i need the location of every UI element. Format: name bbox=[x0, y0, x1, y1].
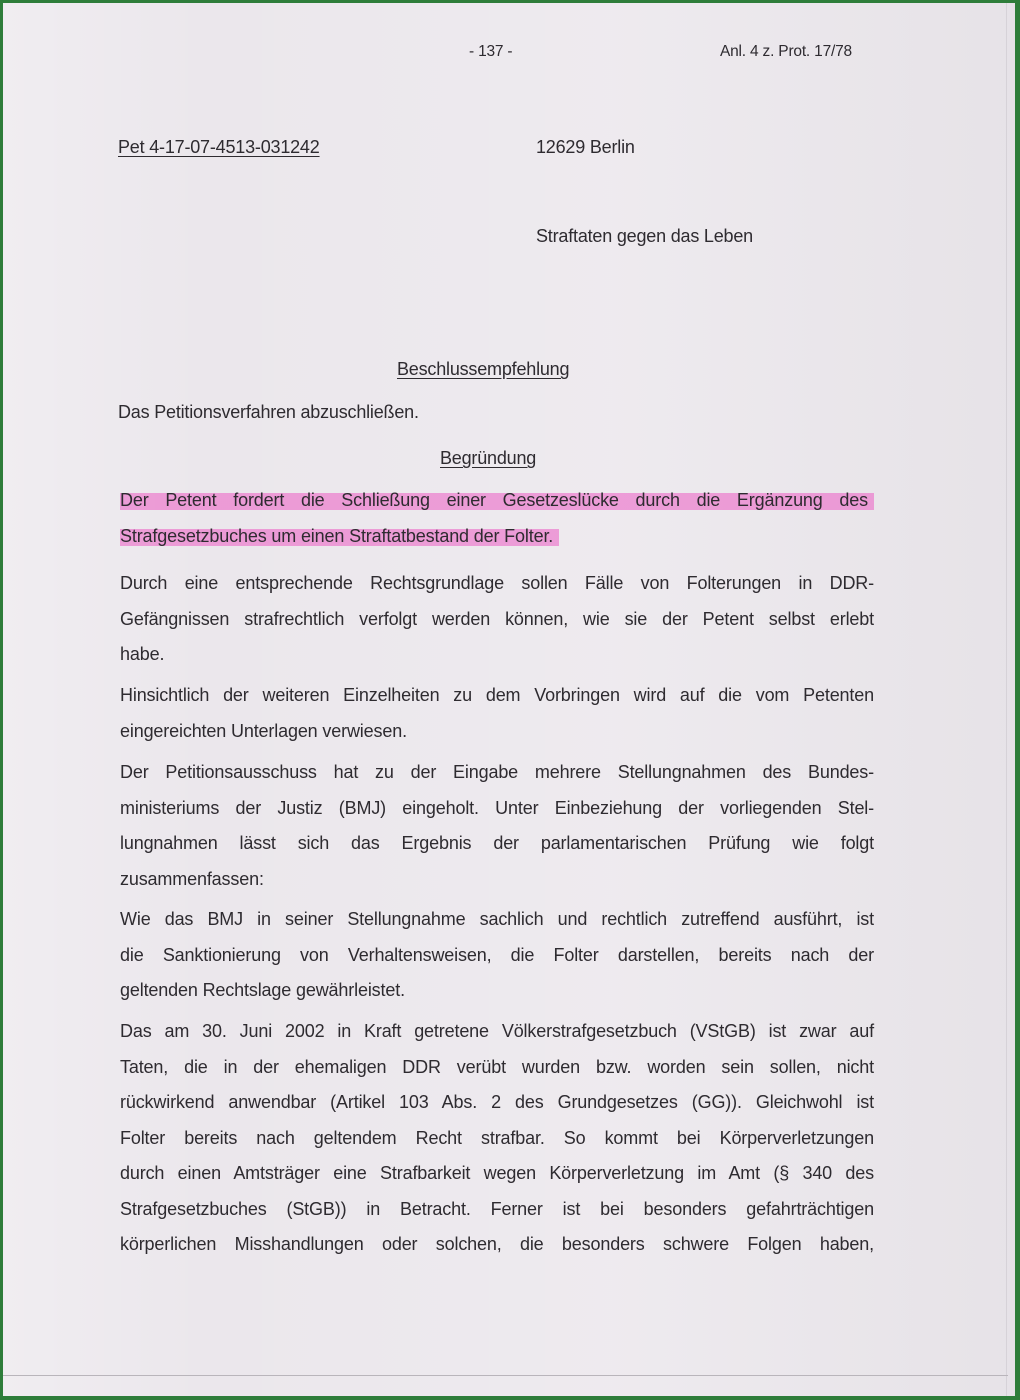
paragraph-line: habe. bbox=[120, 644, 165, 664]
reasoning-heading: Begründung bbox=[440, 448, 537, 468]
paragraph-line: Der Petitionsausschuss hat zu der Eingabe mehrere Stellungnahmen des Bundes- bbox=[120, 762, 874, 782]
paragraph-line: Das am 30. Juni 2002 in Kraft getretene Völkerstrafgesetzbuch (VStGB) ist zwar auf bbox=[120, 1021, 874, 1041]
paragraph-line: Wie das BMJ in seiner Stellungnahme sachlich und rechtlich zutreffend ausführt, ist bbox=[120, 909, 874, 929]
page-number: - 137 - bbox=[469, 43, 513, 60]
recommendation-text: Das Petitionsverfahren abzuschließen. bbox=[118, 402, 419, 422]
paragraph-line: geltenden Rechtslage gewährleistet. bbox=[120, 980, 405, 1000]
paragraph-line: durch einen Amtsträger eine Strafbarkeit wegen Körperverletzung im Amt (§ 340 des bbox=[120, 1163, 874, 1183]
paragraph-line: lungnahmen lässt sich das Ergebnis der parlamentarischen Prüfung wie folgt bbox=[120, 833, 874, 853]
document-page bbox=[3, 3, 1015, 1396]
paragraph-line: zusammenfassen: bbox=[120, 868, 264, 889]
highlighted-text: Strafgesetzbuches um einen Straftatbestand der Folter. bbox=[120, 524, 559, 548]
paragraph-vstgb bbox=[120, 1014, 874, 1263]
paragraph-details-reference bbox=[120, 678, 874, 749]
paragraph-line: körperlichen Misshandlungen oder solchen, die besonders schwere Folgen haben, bbox=[120, 1234, 874, 1254]
paragraph-line: Folter bereits nach geltendem Recht strafbar. So kommt bei Körperverletzungen bbox=[120, 1127, 874, 1148]
paragraph-petition-demand bbox=[120, 483, 874, 554]
paragraph-line: rückwirkend anwendbar (Artikel 103 Abs. 2 des Grundgesetzes (GG)). Gleichwohl ist bbox=[120, 1092, 874, 1112]
paragraph-line bbox=[120, 519, 874, 555]
subject: Straftaten gegen das Leben bbox=[536, 226, 753, 246]
highlighted-text: Der Petent fordert die Schließung einer Gesetzeslücke durch die Ergänzung des bbox=[120, 488, 874, 512]
paragraph-line: Strafgesetzbuches (StGB)) in Betracht. Ferner ist bei besonders gefahrträchtigen bbox=[120, 1198, 874, 1219]
fold-line bbox=[3, 1375, 1008, 1376]
paragraph-line: die Sanktionierung von Verhaltensweisen, die Folter darstellen, bereits nach der bbox=[120, 944, 874, 965]
annex-reference: Anl. 4 z. Prot. 17/78 bbox=[720, 43, 852, 60]
location: 12629 Berlin bbox=[536, 137, 635, 157]
paragraph-line: Durch eine entsprechende Rechtsgrundlage sollen Fälle von Folterungen in DDR- bbox=[120, 573, 874, 593]
recommendation-heading: Beschlussempfehlung bbox=[397, 359, 570, 379]
paragraph-line: Taten, die in der ehemaligen DDR verübt wurden bzw. worden sein sollen, nicht bbox=[120, 1056, 874, 1077]
paragraph-bmj-opinion bbox=[120, 902, 874, 1009]
paragraph-line: ministeriums der Justiz (BMJ) eingeholt. Unter Einbeziehung der vorliegenden Stel- bbox=[120, 797, 874, 818]
paragraph-legal-basis bbox=[120, 566, 874, 673]
paragraph-line: eingereichten Unterlagen verwiesen. bbox=[120, 720, 407, 741]
paragraph-line: Hinsichtlich der weiteren Einzelheiten zu dem Vorbringen wird auf die vom Petenten bbox=[120, 685, 874, 705]
page-edge bbox=[1006, 3, 1007, 1396]
paragraph-line bbox=[120, 483, 874, 519]
petition-number: Pet 4-17-07-4513-031242 bbox=[118, 137, 320, 157]
paragraph-committee-statement bbox=[120, 755, 874, 897]
paragraph-line: Gefängnissen strafrechtlich verfolgt werden können, wie sie der Petent selbst erlebt bbox=[120, 608, 874, 629]
